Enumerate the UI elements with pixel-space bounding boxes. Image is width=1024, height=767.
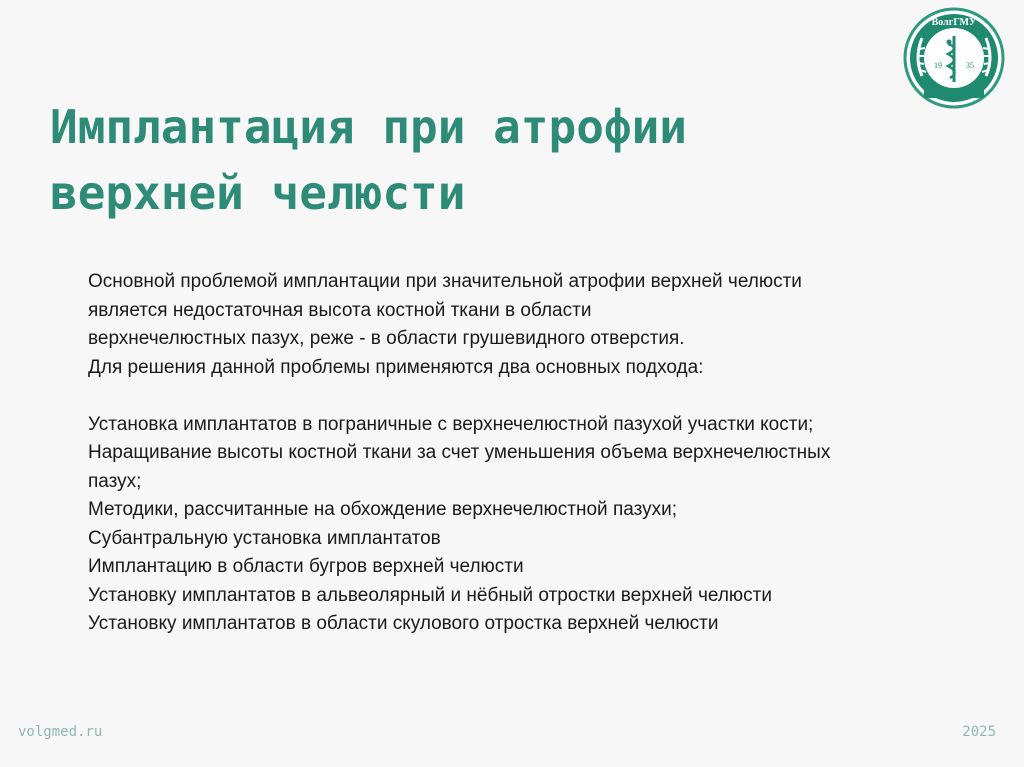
approach-line: Установка имплантатов в пограничные с верхнечелюстной пазухой участки кости;	[88, 413, 814, 435]
approach-line: Субантральную установка имплантатов	[88, 527, 441, 549]
approach-line: Наращивание высоты костной ткани за счет уменьшения объема верхнечелюстных	[88, 442, 831, 463]
approach-line: Установку имплантатов в области скулового отростка верхней челюсти	[88, 613, 719, 634]
slide-title	[50, 94, 870, 226]
intro-line: Основной проблемой имплантации при значительной атрофии верхней челюсти	[88, 271, 802, 292]
intro-line: верхнечелюстных пазух, реже - в области грушевидного отверстия.	[88, 328, 685, 349]
approach-line: Имплантацию в области бугров верхней челюсти	[88, 556, 524, 577]
approach-line: Установку имплантатов в альвеолярный и нёбный отростки верхней челюсти	[88, 584, 772, 606]
university-emblem-icon	[900, 6, 1008, 110]
title-line-1: Имплантация при атрофии	[50, 100, 687, 154]
emblem-year-right: 35	[966, 61, 974, 70]
intro-line: Для решения данной проблемы применяются два основных подхода:	[88, 356, 704, 378]
footer-year: 2025	[962, 724, 996, 740]
emblem-year-left: 19	[934, 61, 942, 70]
footer-site: volgmed.ru	[18, 724, 103, 740]
intro-line: является недостаточная высота костной ткани в области	[88, 299, 592, 321]
emblem-text-top: ВолгГМУ	[931, 17, 977, 28]
approach-line: пазух;	[88, 470, 142, 492]
slide-body	[88, 268, 968, 639]
paragraph-gap	[88, 382, 968, 411]
approach-line: Методики, рассчитанные на обхождение верхнечелюстной пазухи;	[88, 499, 677, 520]
title-line-2: верхней челюсти	[50, 166, 466, 220]
